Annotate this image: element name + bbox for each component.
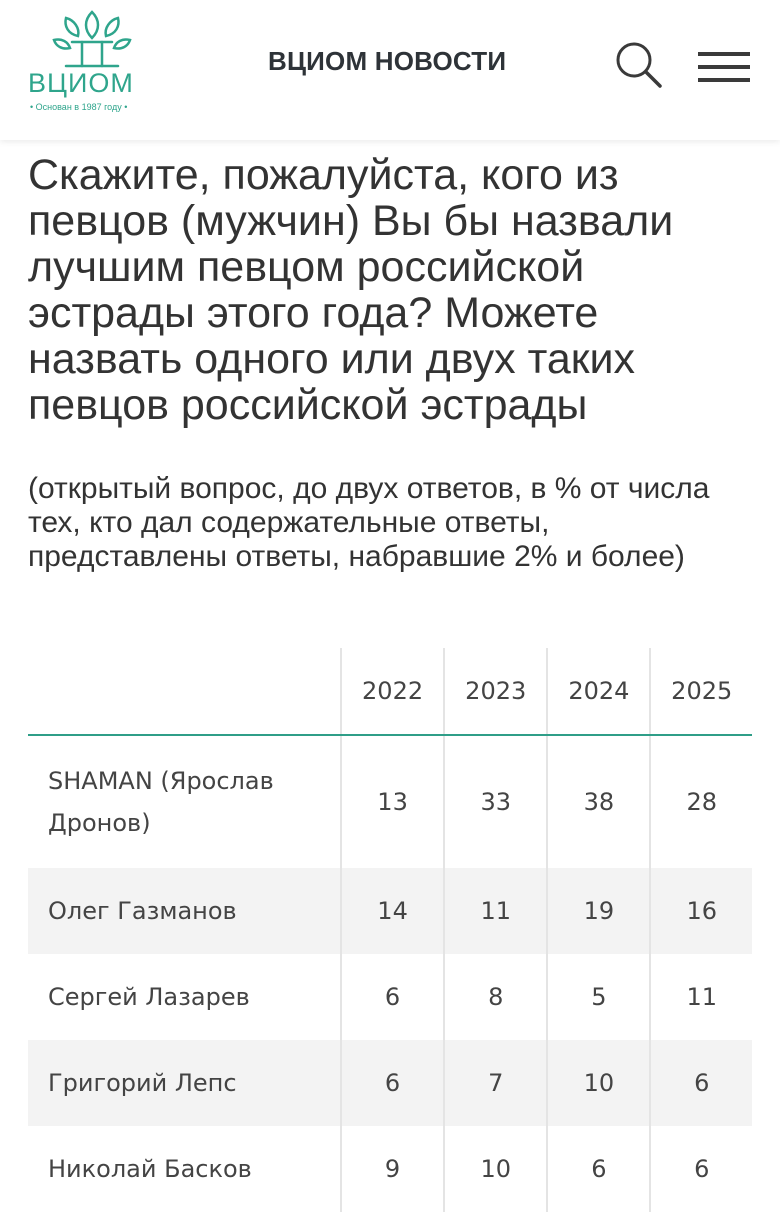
question-subtitle: (открытый вопрос, до двух ответов, в % от числа тех, кто дал содержательные ответы, представлены ответы, набравшие 2% и более) [28,472,710,573]
nav-title[interactable]: ВЦИОМ НОВОСТИ [268,46,507,76]
top-header [0,0,780,140]
table-row [28,868,752,954]
value-cell: 6 [650,1040,752,1126]
table-row [28,735,752,868]
question-title: Скажите, пожалуйста, кого из певцов (мужчин) Вы бы назвали лучшим певцом российской эстрады этого года? Можете назвать одного или двух таких певцов российской эстрады [28,151,674,429]
results-table [28,648,752,1212]
value-cell: 19 [547,868,650,954]
year-header: 2025 [650,648,752,735]
value-cell: 14 [341,868,444,954]
value-cell: 11 [444,868,547,954]
value-cell: 16 [650,868,752,954]
value-cell: 6 [547,1126,650,1212]
year-header: 2022 [341,648,444,735]
value-cell: 28 [650,735,752,868]
header-name-cell [28,648,341,735]
hamburger-menu-icon[interactable] [698,50,750,84]
value-cell: 10 [444,1126,547,1212]
value-cell: 9 [341,1126,444,1212]
value-cell: 8 [444,954,547,1040]
singer-name: Олег Газманов [28,868,341,954]
table-row [28,1126,752,1212]
value-cell: 13 [341,735,444,868]
table-row [28,1040,752,1126]
table-header-row [28,648,752,735]
logo-text: ВЦИОМ [28,68,134,98]
value-cell: 7 [444,1040,547,1126]
singer-name: Сергей Лазарев [48,983,250,1011]
logo-subtitle: • Основан в 1987 году • [30,102,128,112]
value-cell: 10 [547,1040,650,1126]
singer-name: Григорий Лепс [28,1040,341,1126]
value-cell: 5 [547,954,650,1040]
singer-name: SHAMAN (Ярослав Дронов) [48,767,274,837]
value-cell: 11 [650,954,752,1040]
value-cell: 6 [650,1126,752,1212]
year-header: 2023 [444,648,547,735]
search-icon[interactable] [612,38,664,90]
value-cell: 33 [444,735,547,868]
table-row [28,954,752,1040]
value-cell: 38 [547,735,650,868]
singer-name: Николай Басков [48,1155,252,1183]
value-cell: 6 [341,1040,444,1126]
value-cell: 6 [341,954,444,1040]
year-header: 2024 [547,648,650,735]
